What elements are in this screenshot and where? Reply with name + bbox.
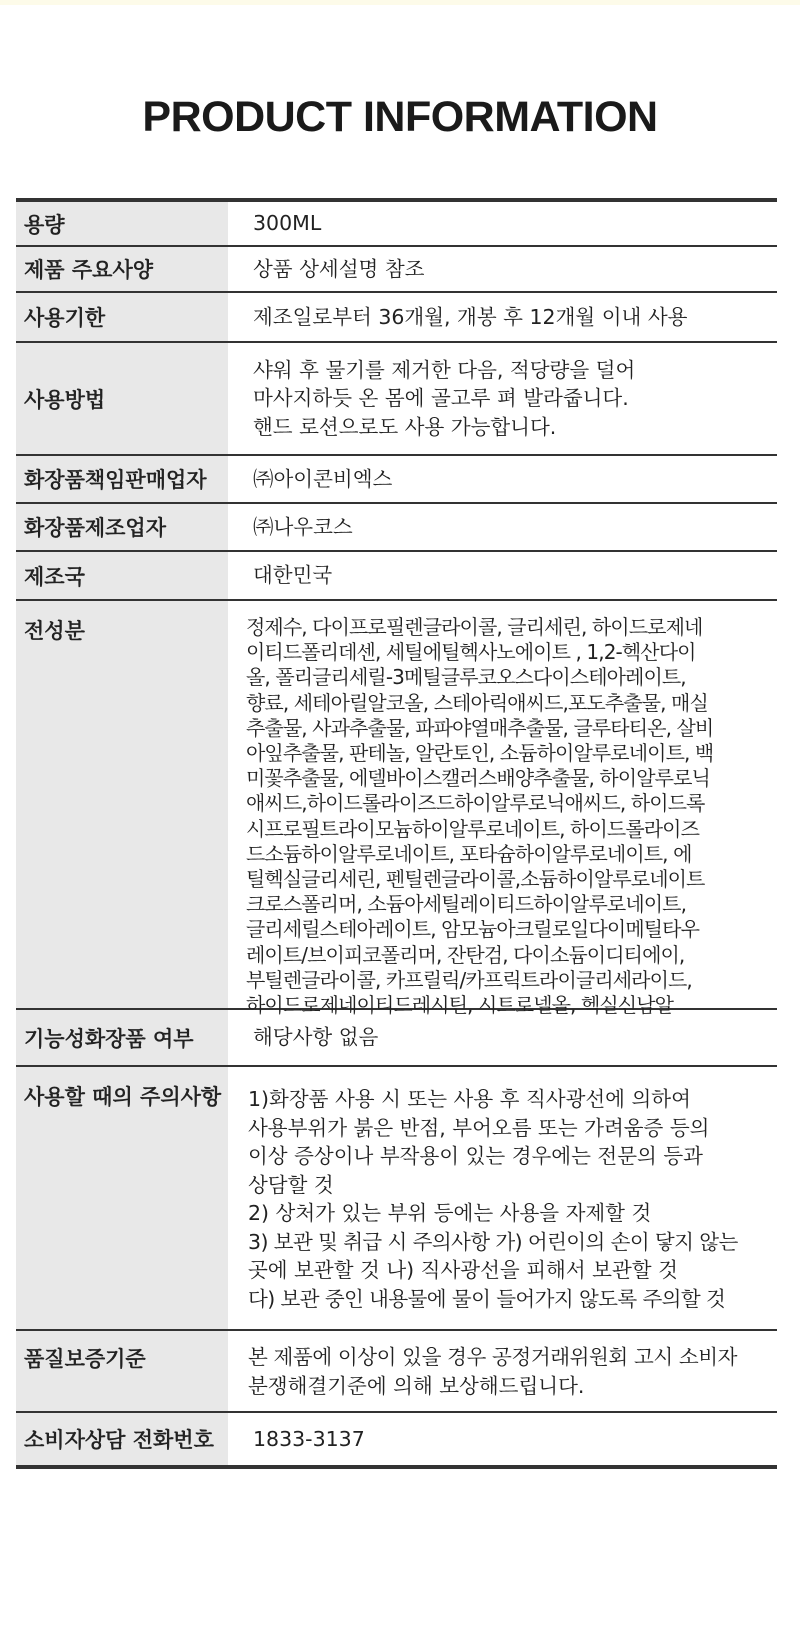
row-expiry <box>16 293 777 343</box>
value-line: 아잎추출물, 판테놀, 알란토인, 소듐하이알루로네이트, 백 <box>246 741 714 766</box>
value-line: 틸헥실글리세린, 펜틸렌글라이콜,소듐하이알루로네이트 <box>246 867 705 892</box>
value-line: 추출물, 사과추출물, 파파야열매추출물, 글루타티온, 살비 <box>246 715 714 740</box>
row-label: 화장품제조업자 <box>16 504 228 550</box>
page-title: PRODUCT INFORMATION <box>142 93 658 141</box>
row-value <box>228 1010 777 1065</box>
row-cautions <box>16 1067 777 1331</box>
row-seller <box>16 456 777 504</box>
row-ingredients <box>16 601 777 1018</box>
row-label: 화장품책임판매업자 <box>16 456 228 502</box>
row-label: 사용할 때의 주의사항 <box>16 1067 228 1329</box>
row-value <box>228 552 777 599</box>
row-value <box>228 456 777 502</box>
row-value <box>228 504 777 550</box>
value-line: 마사지하듯 온 몸에 골고루 펴 발라줍니다. <box>253 386 629 411</box>
row-value <box>228 1067 777 1329</box>
value-line: 샤워 후 물기를 제거한 다음, 적당량을 덜어 <box>253 357 636 382</box>
value-line: 시프로필트라이모늄하이알루로네이트, 하이드롤라이즈 <box>246 816 699 841</box>
row-value <box>228 1413 777 1465</box>
value-line: 애씨드,하이드롤라이즈드하이알루로닉애씨드, 하이드록 <box>246 791 705 816</box>
value-line: 사용부위가 붉은 반점, 부어오름 또는 가려움증 등의 <box>248 1115 710 1140</box>
row-value <box>228 202 777 245</box>
top-strip <box>0 0 800 5</box>
row-label: 제품 주요사양 <box>16 247 228 291</box>
value-line: 1)화장품 사용 시 또는 사용 후 직사광선에 의하여 <box>248 1087 691 1111</box>
row-label: 전성분 <box>16 601 228 1008</box>
row-label: 소비자상담 전화번호 <box>16 1413 228 1465</box>
value-line: 대한민국 <box>253 563 333 588</box>
value-line: 이티드폴리데센, 세틸에틸헥사노에이트 , 1,2-헥산다이 <box>246 640 696 665</box>
row-value <box>228 601 777 1018</box>
row-country <box>16 552 777 601</box>
value-line: 올, 폴리글리세릴-3메틸글루코오스다이스테아레이트, <box>246 665 686 690</box>
value-line: 상담할 것 <box>248 1172 334 1197</box>
value-line: 2) 상처가 있는 부위 등에는 사용을 자제할 것 <box>248 1201 652 1225</box>
row-label: 제조국 <box>16 552 228 599</box>
row-label: 품질보증기준 <box>16 1331 228 1411</box>
value-line: 향료, 세테아릴알코올, 스테아릭애씨드,포도추출물, 매실 <box>246 690 708 715</box>
value-line: 크로스폴리머, 소듐아세틸레이티드하이알루로네이트, <box>246 892 687 917</box>
row-label: 기능성화장품 여부 <box>16 1010 228 1065</box>
row-value <box>228 293 777 341</box>
value-line: 해당사항 없음 <box>253 1025 379 1050</box>
contact-phone: 1833-3137 <box>253 1426 365 1451</box>
value-line: ㈜나우코스 <box>253 514 353 539</box>
value-line: 정제수, 다이프로필렌글라이콜, 글리세린, 하이드로제네 <box>246 615 703 639</box>
row-label: 사용기한 <box>16 293 228 341</box>
value-line: 부틸렌글라이콜, 카프릴릭/카프릭트라이글리세라이드, <box>246 967 692 992</box>
row-main-spec <box>16 247 777 293</box>
row-value <box>228 1331 777 1411</box>
value-line: 제조일로부터 36개월, 개봉 후 12개월 이내 사용 <box>253 304 688 329</box>
value-line: 하이드로제네이티드레시틴, 시트로넬올, 헥실신남알 <box>246 993 674 1018</box>
value-line: 곳에 보관할 것 나) 직사광선을 피해서 보관할 것 <box>248 1258 678 1282</box>
value-line: 레이트/브이피코폴리머, 잔탄검, 다이소듐이디티에이, <box>246 942 685 967</box>
value-line: 이상 증상이나 부작용이 있는 경우에는 전문의 등과 <box>248 1144 703 1168</box>
row-functional <box>16 1010 777 1067</box>
value-line: 다) 보관 중인 내용물에 물이 들어가지 않도록 주의할 것 <box>248 1286 726 1311</box>
value-line: 글리세릴스테아레이트, 암모늄아크릴로일다이메틸타우 <box>246 917 699 942</box>
row-usage <box>16 343 777 456</box>
row-contact <box>16 1413 777 1465</box>
value-line: 300ML <box>253 211 322 236</box>
value-line: 드소듐하이알루로네이트, 포타슘하이알루로네이트, 에 <box>246 841 692 866</box>
value-line: 3) 보관 및 취급 시 주의사항 가) 어린이의 손이 닿지 않는 <box>248 1229 738 1254</box>
value-line: 미꽃추출물, 에델바이스캘러스배양추출물, 하이알루로닉 <box>246 766 710 791</box>
row-label: 사용방법 <box>16 343 228 454</box>
value-line: 본 제품에 이상이 있을 경우 공정거래위원회 고시 소비자 <box>248 1345 738 1369</box>
row-value <box>228 247 777 291</box>
row-label: 용량 <box>16 202 228 245</box>
row-value <box>228 343 777 454</box>
value-line: 핸드 로션으로도 사용 가능합니다. <box>253 414 557 439</box>
row-quality <box>16 1331 777 1413</box>
row-capacity <box>16 202 777 247</box>
row-manufacturer <box>16 504 777 552</box>
value-line: 분쟁해결기준에 의해 보상해드립니다. <box>248 1373 585 1398</box>
value-line: ㈜아이콘비엑스 <box>253 466 393 491</box>
product-info-table <box>16 198 777 1469</box>
value-line: 상품 상세설명 참조 <box>253 256 425 281</box>
